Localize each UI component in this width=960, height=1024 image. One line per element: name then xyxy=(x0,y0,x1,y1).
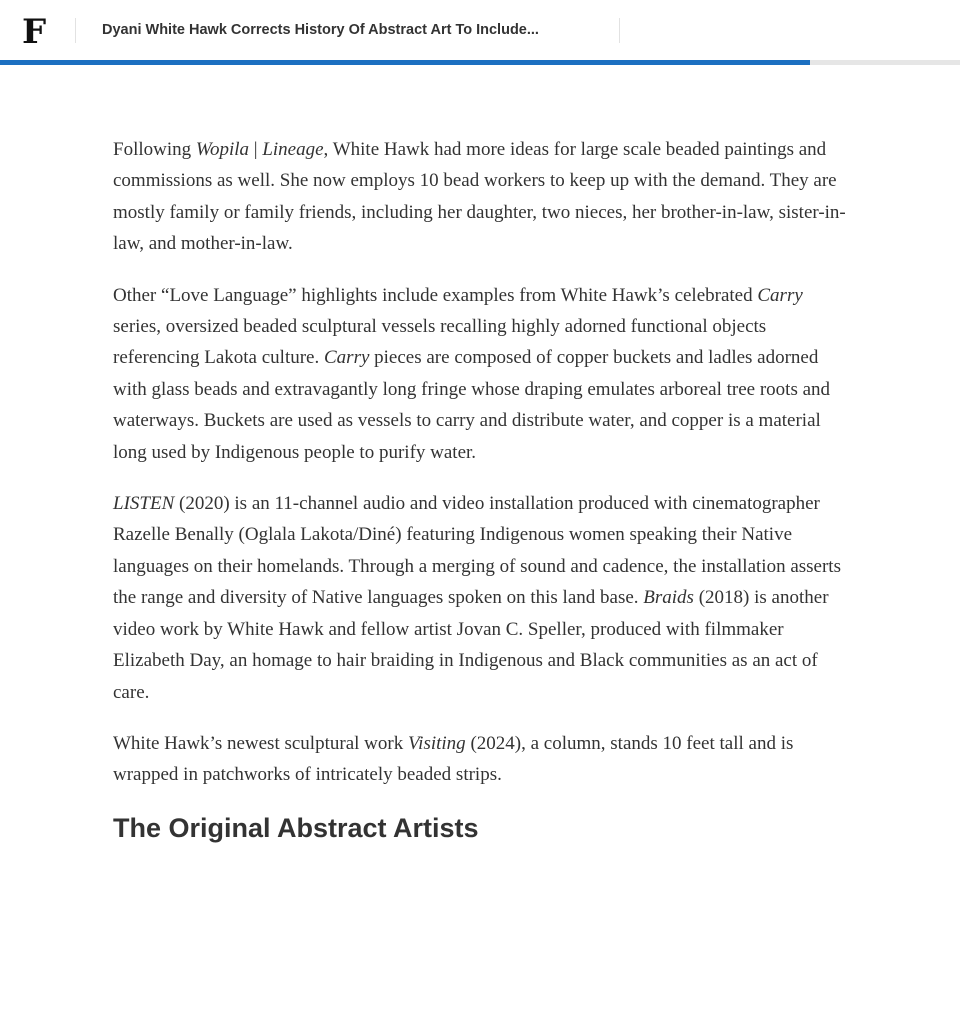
article-paragraph xyxy=(113,488,853,708)
italic-title: Carry xyxy=(757,284,803,306)
italic-title: LISTEN xyxy=(113,493,175,515)
forbes-logo[interactable]: F xyxy=(22,12,47,52)
paragraph-text: series, oversized beaded sculptural vessels recalling highly adorned functional objects referencing Lakota culture. xyxy=(113,316,767,369)
article-paragraph xyxy=(113,728,853,791)
paragraph-text: | xyxy=(249,139,263,160)
paragraph-text: (2020) is an 11-channel audio and video installation produced with cinematographer Razelle Benally (Oglala Lakota/Diné) featuring Indigenous women speaking their Native languages on their homelands. Through a merging of sound and cadence, the installation asserts the range and diversity of Native languages spoken on this land base. xyxy=(113,493,841,609)
paragraph-text: (2018) is another video work by White Hawk and fellow artist Jovan C. Speller, produced with filmmaker Elizabeth Day, an homage to hair braiding in Indigenous and Black communities as an act of care. xyxy=(113,587,829,703)
italic-title: Visiting xyxy=(407,732,466,754)
header-divider xyxy=(619,18,620,43)
paragraph-text: , White Hawk had more ideas for large scale beaded paintings and commissions as well. She now employs 10 bead workers to keep up with the demand. They are mostly family or family friends, including her daughter, two nieces, her brother-in-law, sister-in-law, and mother-in-law. xyxy=(113,139,846,255)
reading-progress-bar xyxy=(0,60,960,65)
paragraph-text: (2024), a column, stands 10 feet tall and is wrapped in patchworks of intricately beaded strips. xyxy=(113,732,794,786)
article-paragraphs xyxy=(113,134,853,791)
paragraph-text: pieces are composed of copper buckets and ladles adorned with glass beads and extravagantly long fringe whose draping emulates arboreal tree roots and waterways. Buckets are used as vessels to carry and distribute water, and copper is a material long used by Indigenous people to purify water. xyxy=(113,347,831,463)
article-paragraph xyxy=(113,134,853,260)
article-body xyxy=(113,134,853,845)
article-paragraph xyxy=(113,280,853,468)
header-divider xyxy=(75,18,76,43)
reading-progress-fill xyxy=(0,60,810,65)
top-header xyxy=(0,0,960,61)
italic-title: Lineage xyxy=(262,139,324,160)
italic-title: Wopila xyxy=(195,139,250,160)
paragraph-text: White Hawk’s newest sculptural work xyxy=(113,732,408,754)
italic-title: Braids xyxy=(643,587,694,609)
section-heading: The Original Abstract Artists xyxy=(113,812,479,843)
article-title: Dyani White Hawk Corrects History Of Abstract Art To Include... xyxy=(102,22,539,38)
paragraph-text: Other “Love Language” highlights include examples from White Hawk’s celebrated xyxy=(113,284,758,306)
paragraph-text: Following xyxy=(113,139,196,160)
italic-title: Carry xyxy=(324,347,370,369)
